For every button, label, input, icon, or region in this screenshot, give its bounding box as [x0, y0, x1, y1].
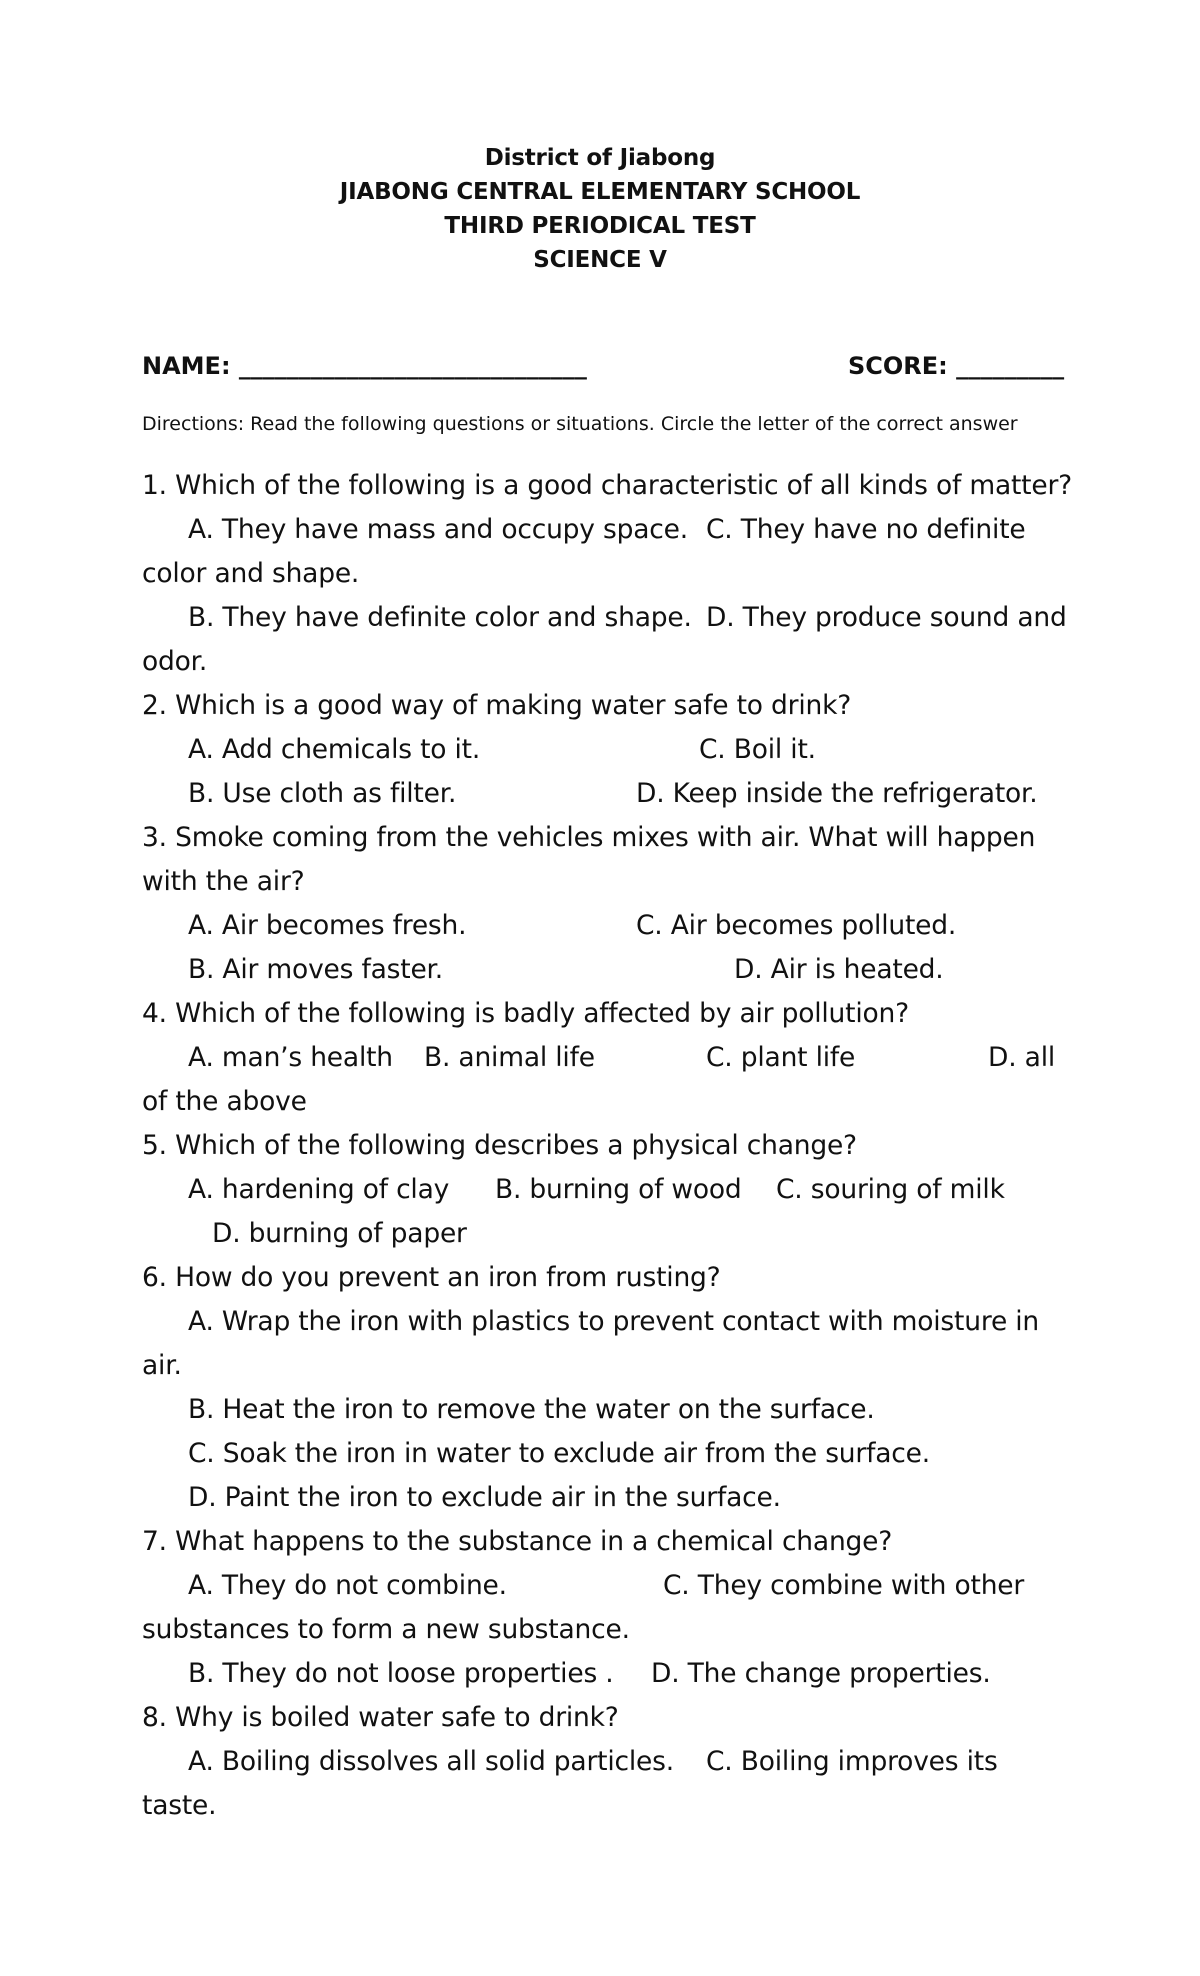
choice-1b[interactable]: B. They have definite color and shape. [188, 602, 692, 633]
subject-heading: SCIENCE V [533, 247, 667, 273]
choice-4b[interactable]: B. animal life [424, 1042, 595, 1073]
choice-6d[interactable]: D. Paint the iron to exclude air in the surface. [188, 1482, 781, 1513]
choice-8c[interactable]: C. Boiling improves its [706, 1746, 998, 1777]
choice-1a[interactable]: A. They have mass and occupy space. [188, 514, 688, 545]
directions-text: Directions: Read the following questions or situations. Circle the letter of the correct answer [142, 413, 1018, 435]
choice-3c[interactable]: C. Air becomes polluted. [636, 910, 957, 941]
question-3: 3. Smoke coming from the vehicles mixes with air. What will happen [142, 822, 1036, 853]
choice-4a[interactable]: A. man’s health [188, 1042, 393, 1073]
score-field[interactable]: SCORE: _________ [848, 352, 1065, 380]
choice-6b[interactable]: B. Heat the iron to remove the water on the surface. [188, 1394, 875, 1425]
choice-5a[interactable]: A. hardening of clay [188, 1174, 450, 1205]
choice-7b[interactable]: B. They do not loose properties . [188, 1658, 614, 1689]
test-heading: THIRD PERIODICAL TEST [444, 213, 756, 239]
choice-5c[interactable]: C. souring of milk [776, 1174, 1005, 1205]
choice-4c[interactable]: C. plant life [706, 1042, 856, 1073]
question-2: 2. Which is a good way of making water safe to drink? [142, 690, 852, 721]
question-5: 5. Which of the following describes a physical change? [142, 1130, 857, 1161]
choice-7c[interactable]: C. They combine with other [663, 1570, 1025, 1601]
question-3-cont: with the air? [142, 866, 305, 897]
choice-1c[interactable]: C. They have no definite [706, 514, 1026, 545]
question-7: 7. What happens to the substance in a chemical change? [142, 1526, 893, 1557]
choice-2c[interactable]: C. Boil it. [699, 734, 816, 765]
choice-7c-cont: substances to form a new substance. [142, 1614, 630, 1645]
choice-7a[interactable]: A. They do not combine. [188, 1570, 507, 1601]
choice-3b[interactable]: B. Air moves faster. [188, 954, 444, 985]
choice-6a-cont: air. [142, 1350, 182, 1381]
choice-1d-cont: odor. [142, 646, 208, 677]
choice-4d[interactable]: D. all [988, 1042, 1056, 1073]
choice-6a[interactable]: A. Wrap the iron with plastics to prevent contact with moisture in [188, 1306, 1040, 1337]
choice-3d[interactable]: D. Air is heated. [734, 954, 944, 985]
name-field[interactable]: NAME: _____________________________ [142, 352, 587, 380]
choice-2a[interactable]: A. Add chemicals to it. [188, 734, 481, 765]
choice-6c[interactable]: C. Soak the iron in water to exclude air from the surface. [188, 1438, 930, 1469]
choice-5d[interactable]: D. burning of paper [212, 1218, 467, 1249]
question-8: 8. Why is boiled water safe to drink? [142, 1702, 619, 1733]
choice-5b[interactable]: B. burning of wood [495, 1174, 742, 1205]
choice-1c-cont: color and shape. [142, 558, 360, 589]
choice-7d[interactable]: D. The change properties. [651, 1658, 991, 1689]
school-heading: JIABONG CENTRAL ELEMENTARY SCHOOL [339, 179, 861, 205]
question-4: 4. Which of the following is badly affected by air pollution? [142, 998, 909, 1029]
district-heading: District of Jiabong [484, 145, 716, 171]
choice-1d[interactable]: D. They produce sound and [706, 602, 1067, 633]
choice-4d-cont: of the above [142, 1086, 307, 1117]
question-6: 6. How do you prevent an iron from rusting? [142, 1262, 721, 1293]
choice-2d[interactable]: D. Keep inside the refrigerator. [636, 778, 1038, 809]
question-1: 1. Which of the following is a good characteristic of all kinds of matter? [142, 470, 1073, 501]
choice-2b[interactable]: B. Use cloth as filter. [188, 778, 457, 809]
choice-3a[interactable]: A. Air becomes fresh. [188, 910, 467, 941]
choice-8c-cont: taste. [142, 1790, 217, 1821]
choice-8a[interactable]: A. Boiling dissolves all solid particles. [188, 1746, 674, 1777]
